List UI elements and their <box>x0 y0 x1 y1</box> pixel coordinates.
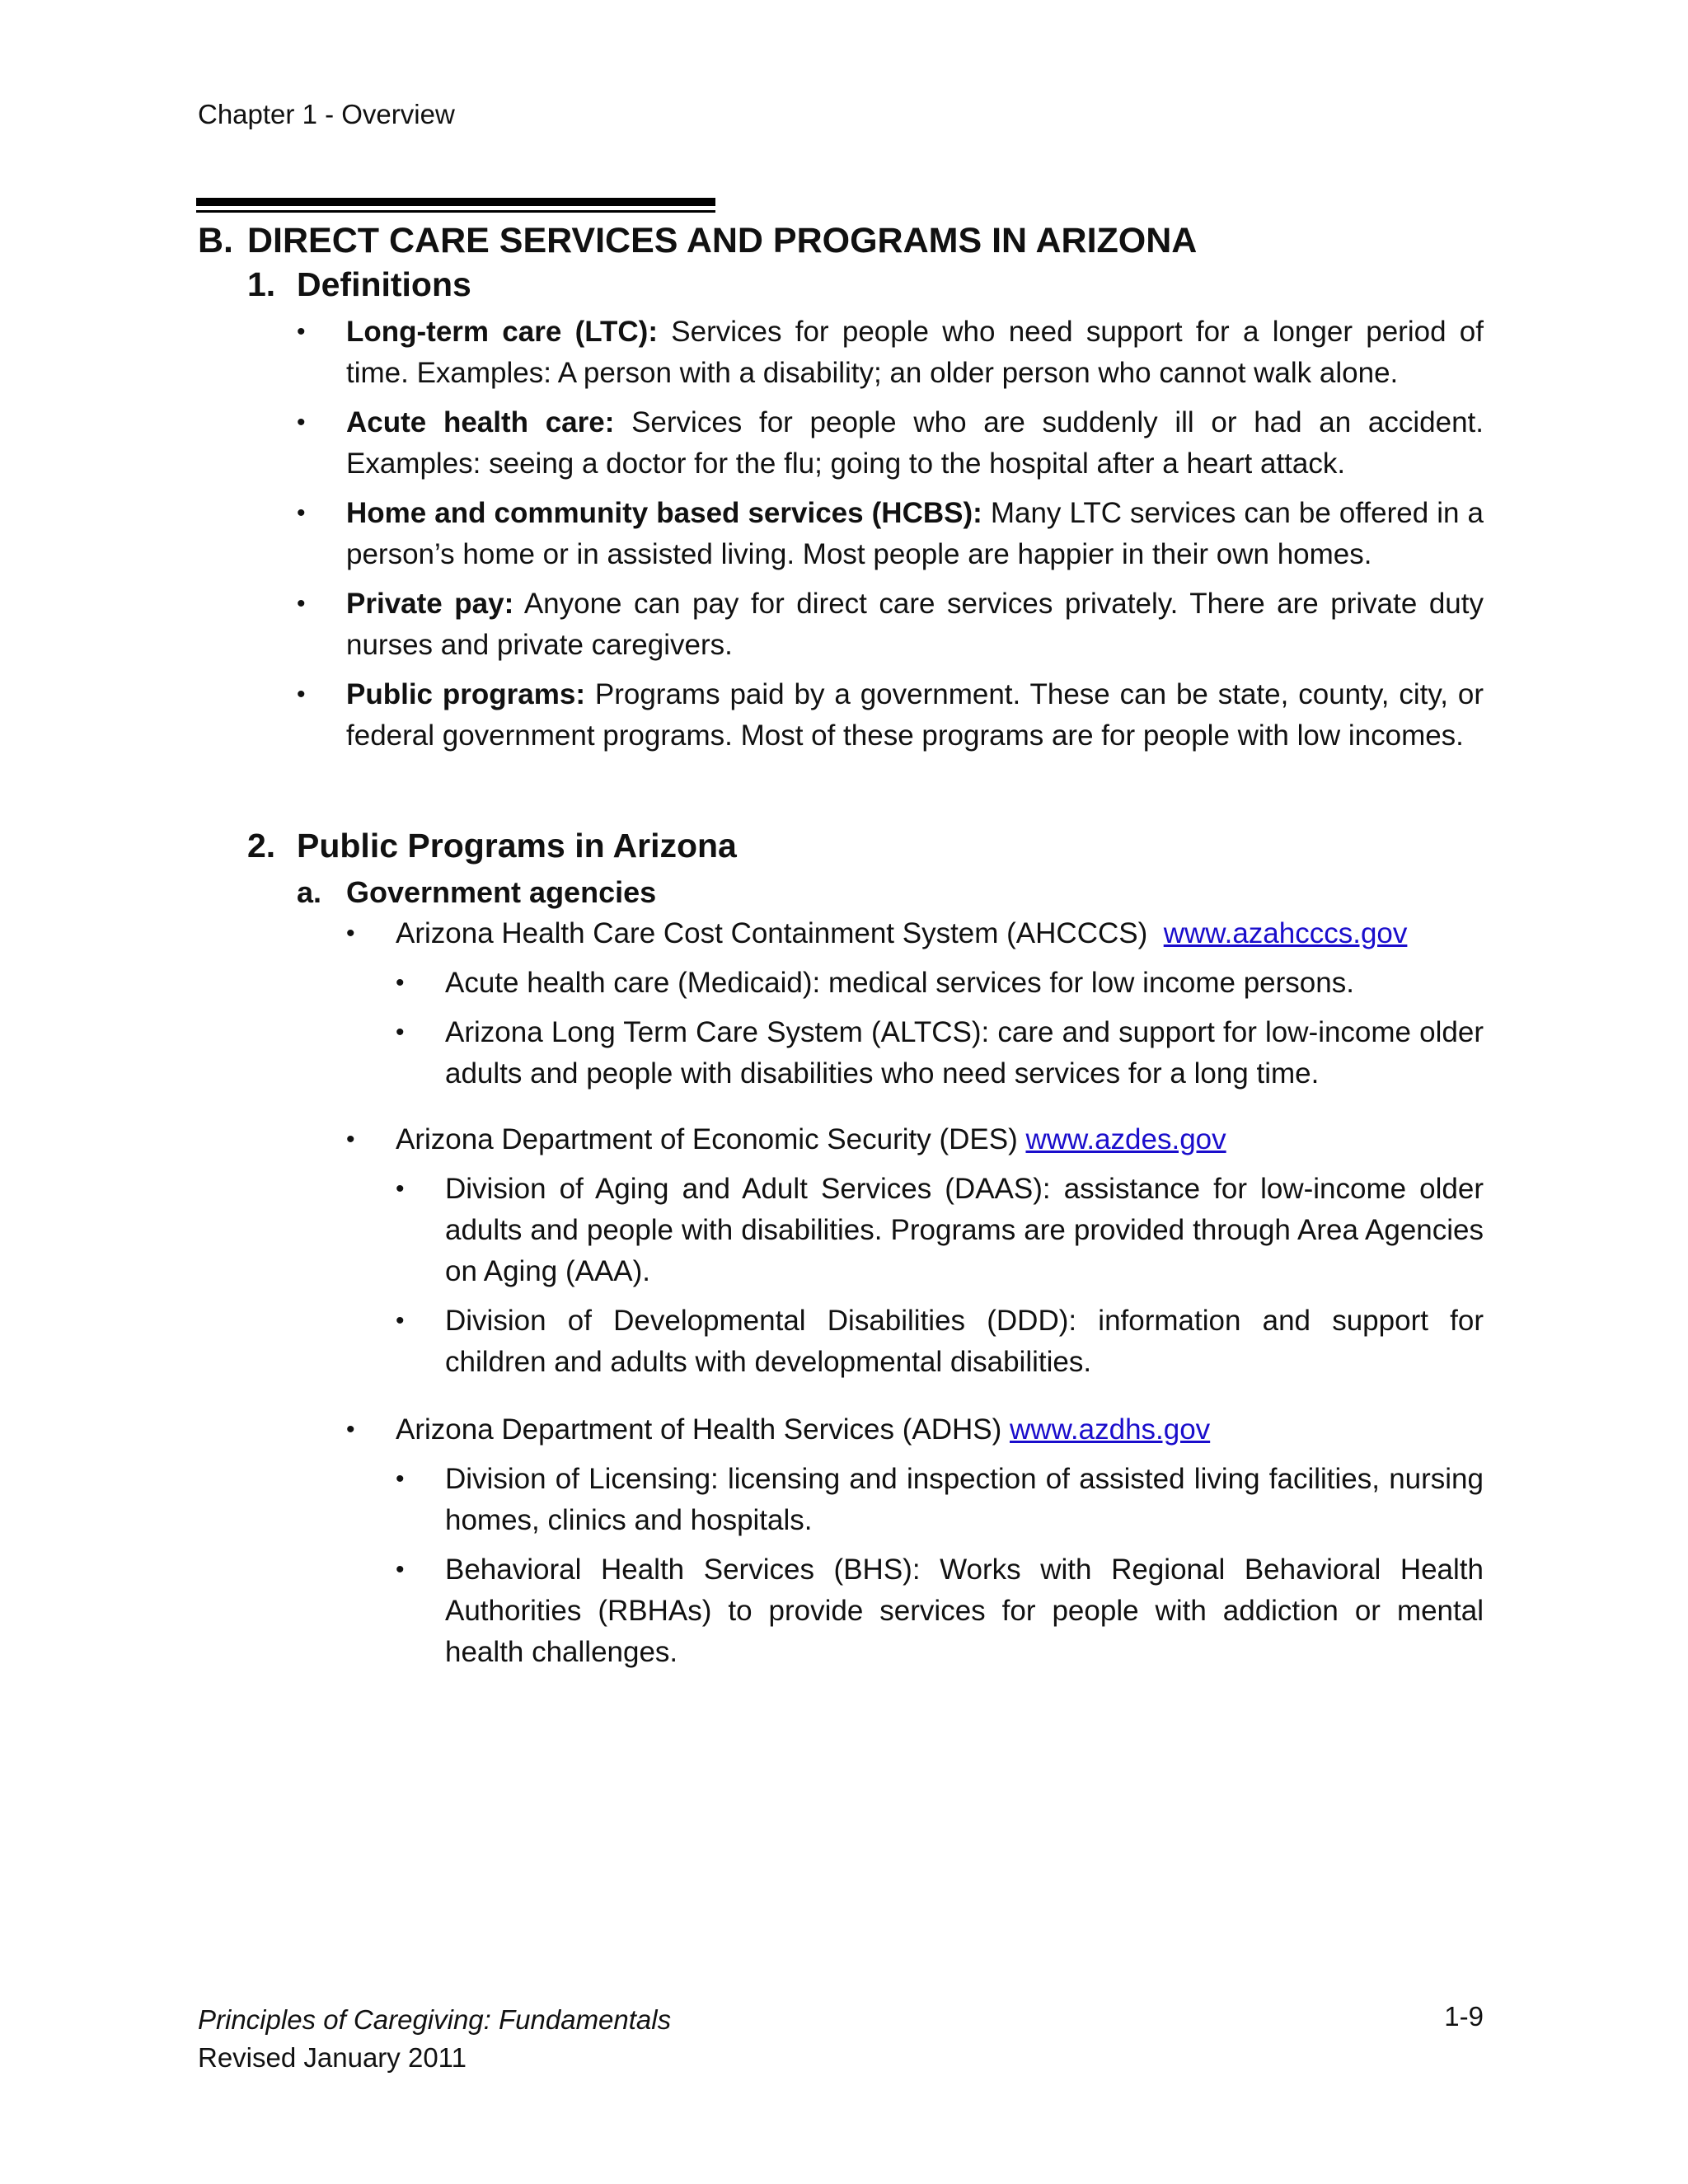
program-text: Arizona Long Term Care System (ALTCS): care and support for low-income older adults and people with disabilities who need services for a long time. <box>445 1016 1484 1090</box>
bullet-icon: • <box>396 969 405 996</box>
bullet-icon: • <box>346 1416 355 1443</box>
definitions-heading <box>247 265 471 304</box>
definition-text: Services for people who need support for a longer period of time. Examples: A person with a disability; an older person who cannot walk alone. <box>346 316 1484 389</box>
agency-name: Arizona Health Care Cost Containment System (AHCCCS) <box>396 917 1148 949</box>
bullet-icon: • <box>297 590 306 617</box>
definition-text: Services for people who are suddenly ill or had an accident. Examples: seeing a doctor for the flu; going to the hospital after a heart attack. <box>346 406 1484 480</box>
bullet-icon: • <box>396 1019 405 1046</box>
bullet-icon: • <box>346 920 355 947</box>
programs-title: Public Programs in Arizona <box>297 827 737 865</box>
agency-link[interactable]: www.azdes.gov <box>1025 1123 1226 1155</box>
bullet-icon: • <box>396 1175 405 1202</box>
bullet-icon: • <box>396 1465 405 1493</box>
bullet-icon: • <box>297 681 306 708</box>
page-number: 1-9 <box>1444 2001 1484 2032</box>
agencies-subheading <box>297 875 656 910</box>
definition-term: Long-term care (LTC): <box>346 316 658 348</box>
agency-link[interactable]: www.azdhs.gov <box>1010 1413 1211 1446</box>
bullet-icon: • <box>297 409 306 436</box>
definition-term: Public programs: <box>346 678 585 710</box>
agency-item <box>346 1409 1484 1451</box>
agency-link[interactable]: www.azahcccs.gov <box>1163 917 1408 949</box>
footer-revised: Revised January 2011 <box>198 2042 467 2073</box>
agency-name: Arizona Department of Health Services (ADHS) <box>396 1413 1002 1446</box>
program-text: Division of Licensing: licensing and inspection of assisted living facilities, nursing homes, clinics and hospitals. <box>445 1463 1484 1536</box>
agency-item <box>346 1119 1484 1160</box>
footer-left <box>198 2001 671 2077</box>
definition-item <box>297 583 1484 666</box>
definition-item <box>297 493 1484 575</box>
definition-item <box>297 674 1484 757</box>
section-marker: B. <box>198 221 233 260</box>
program-item <box>396 1301 1484 1383</box>
definition-term: Home and community based services (HCBS): <box>346 497 982 529</box>
bullet-icon: • <box>396 1307 405 1334</box>
programs-heading <box>247 827 737 865</box>
bullet-icon: • <box>297 318 306 345</box>
definition-text: Many LTC services can be offered in a person’s home or in assisted living. Most people are happier in their own homes. <box>346 497 1484 570</box>
definition-text: Programs paid by a government. These can be state, county, city, or federal government programs. Most of these programs are for people with low incomes. <box>346 678 1484 752</box>
program-item <box>396 1459 1484 1541</box>
program-text: Behavioral Health Services (BHS): Works with Regional Behavioral Health Authorities (RBHAs) to provide services for people with addiction or mental health challenges. <box>445 1554 1484 1668</box>
program-item <box>396 1549 1484 1673</box>
section-rule-thick <box>196 198 715 206</box>
program-text: Division of Developmental Disabilities (DDD): information and support for children and adults with developmental disabilities. <box>445 1305 1484 1378</box>
definition-item <box>297 312 1484 394</box>
agency-name: Arizona Department of Economic Security (DES) <box>396 1123 1018 1155</box>
program-item <box>396 1012 1484 1094</box>
footer-book-title: Principles of Caregiving: Fundamentals <box>198 2004 672 2035</box>
program-text: Division of Aging and Adult Services (DAAS): assistance for low-income older adults and people with disabilities. Programs are provided through Area Agencies on Aging (AAA). <box>445 1173 1484 1287</box>
bullet-icon: • <box>396 1556 405 1583</box>
programs-marker: 2. <box>247 827 276 865</box>
bullet-icon: • <box>346 1126 355 1153</box>
section-rule-thin <box>196 210 715 213</box>
agencies-marker: a. <box>297 875 322 909</box>
definition-item <box>297 402 1484 485</box>
definitions-title: Definitions <box>297 265 471 303</box>
definition-text: Anyone can pay for direct care services privately. There are private duty nurses and private caregivers. <box>346 588 1484 661</box>
running-head: Chapter 1 - Overview <box>198 99 455 129</box>
section-heading <box>198 221 1197 261</box>
section-title: DIRECT CARE SERVICES AND PROGRAMS IN ARIZONA <box>247 221 1198 260</box>
program-item <box>396 1169 1484 1292</box>
definition-term: Private pay: <box>346 588 514 620</box>
agencies-title: Government agencies <box>346 875 657 909</box>
program-text: Acute health care (Medicaid): medical services for low income persons. <box>445 967 1354 999</box>
definitions-marker: 1. <box>247 265 276 303</box>
bullet-icon: • <box>297 499 306 527</box>
definition-term: Acute health care: <box>346 406 615 438</box>
agency-item <box>346 913 1484 954</box>
program-item <box>396 963 1484 1004</box>
